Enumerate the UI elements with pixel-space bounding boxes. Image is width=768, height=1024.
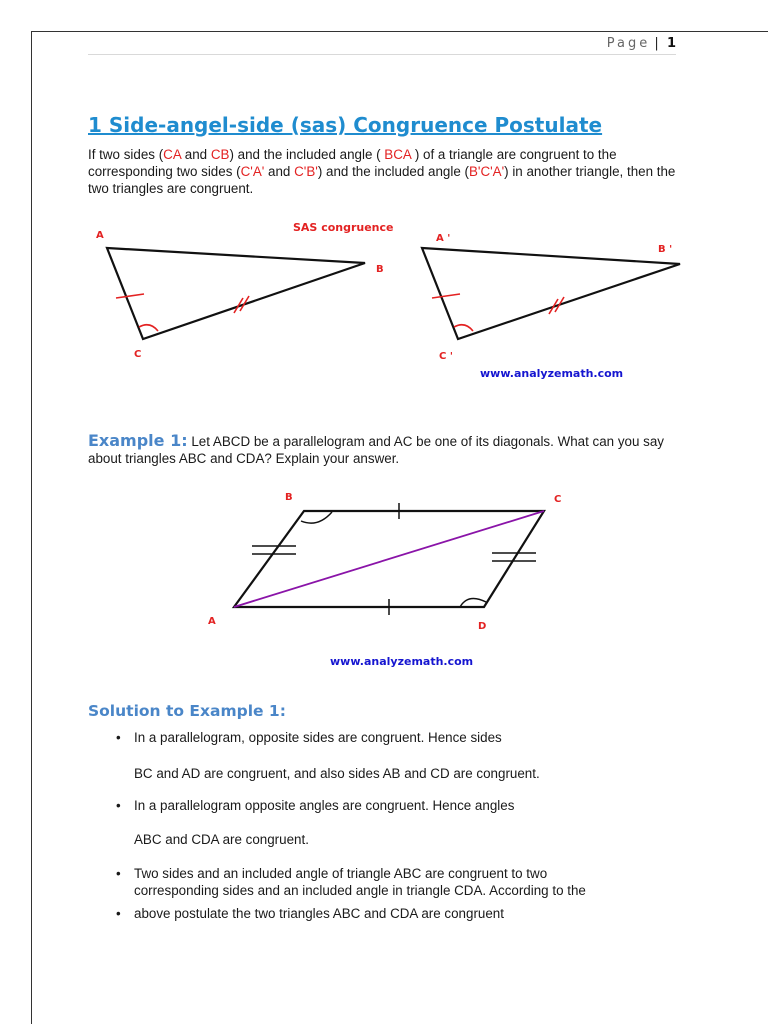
page-label: Page [606,36,651,51]
bullet-continuation: corresponding sides and an included angle in triangle CDA. According to the [134,883,586,898]
vertex-label-b: B [376,264,384,275]
page-header [88,36,676,55]
bullet-continuation: BC and AD are congruent, and also sides AB and CD are congruent. [134,766,540,781]
bullet-icon: • [116,798,121,813]
tick-mark [432,294,460,298]
text-run: and [264,164,295,179]
bullet-text: In a parallelogram opposite angles are congruent. Hence angles [134,798,515,813]
vertex-label-a: A [96,230,104,241]
angle-mark [301,512,332,523]
angle-mark [460,598,486,607]
vertex-label-c: C [554,494,562,505]
vertex-label-a: A [208,616,216,627]
section-title: 1 Side-angel-side (sas) Congruence Postulate [88,113,603,137]
postulate-paragraph [88,146,688,197]
solution-heading: Solution to Example 1: [88,702,286,720]
example-label: Example 1: [88,431,188,450]
highlight-cb-prime: C'B' [294,164,318,179]
vertex-label-b: B [285,492,293,503]
highlight-bca: BCA [384,147,412,162]
angle-mark [139,325,158,331]
text-run: ) and the included angle ( [229,147,385,162]
text-run: and [181,147,211,162]
diagonal-ac [234,511,544,607]
text-run: If two sides ( [88,147,164,162]
figure-caption: SAS congruence [293,221,394,234]
bullet-icon: • [116,866,121,881]
highlight-ca: CA [163,147,182,162]
example-text: Let ABCD be a parallelogram and AC be one of its diagonals. What can you say about triangles ABC and CDA? Explain your answer. [88,434,665,466]
bullet-text: Two sides and an included angle of triangle ABC are congruent to two [134,866,548,881]
highlight-ca-prime: C'A' [240,164,265,179]
text-run: ) and the included angle ( [317,164,469,179]
website-credit: www.analyzemath.com [480,367,624,380]
tick-mark [116,294,144,298]
page-number: 1 [666,36,676,51]
page-separator: | [654,36,659,51]
vertex-label-a-prime: A ' [436,233,451,244]
website-credit: www.analyzemath.com [330,655,474,668]
vertex-label-b-prime: B ' [658,244,673,255]
highlight-cb: CB [210,147,230,162]
text-run: ) in another triangle, then the two triangles are congruent. [88,164,676,196]
bullet-icon: • [116,730,121,745]
bullet-text: In a parallelogram, opposite sides are congruent. Hence sides [134,730,502,745]
vertex-label-d: D [478,621,487,632]
parallelogram-figure [200,486,580,668]
angle-mark [454,325,473,331]
vertex-label-c-prime: C ' [439,351,453,362]
highlight-bca-prime: B'C'A' [468,164,505,179]
bullet-text: above postulate the two triangles ABC and CDA are congruent [134,906,504,921]
text-run: ) of a triangle are congruent to the corresponding two sides ( [88,147,617,179]
example-1 [88,432,692,467]
vertex-label-c: C [134,349,142,360]
bullet-continuation: ABC and CDA are congruent. [134,832,309,847]
sas-congruence-figure [86,218,696,386]
bullet-icon: • [116,906,121,921]
